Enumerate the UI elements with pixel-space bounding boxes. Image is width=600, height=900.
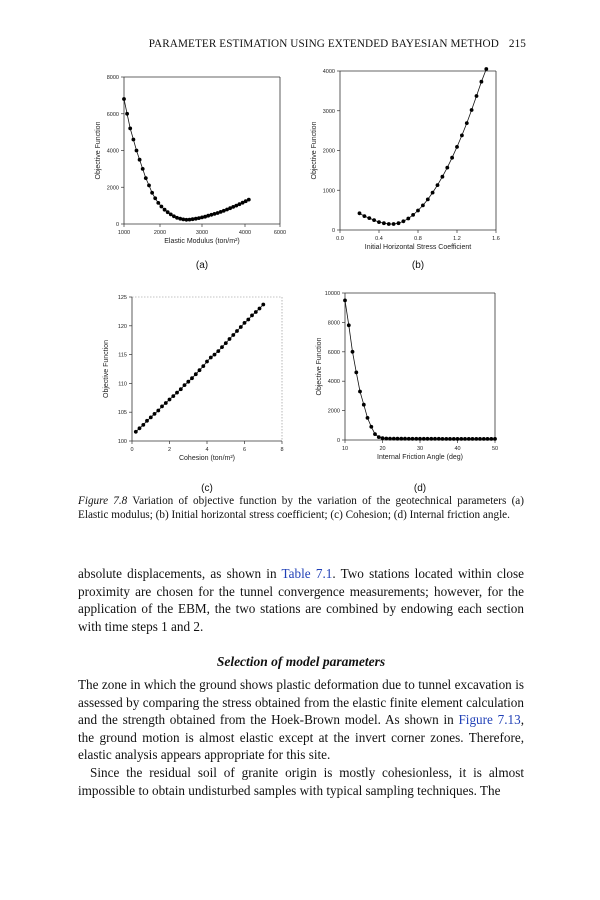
panel-b-data-point — [460, 134, 464, 138]
panel-b-data-point — [450, 156, 454, 160]
panel-c-data-point — [216, 349, 220, 353]
paragraph-1-text-b: . Two stations located within close proximity are chosen for the tunnel convergence measurements; however, for the application of the EBM, the two stations are combined by endowing each section with time steps 1 and 2. — [78, 566, 524, 634]
panel-a-data-point — [150, 191, 154, 195]
running-header-title: PARAMETER ESTIMATION USING EXTENDED BAYESIAN METHOD — [148, 38, 499, 50]
panel-a-xtick-label: 2000 — [153, 230, 167, 236]
panel-d-data-point — [493, 437, 497, 441]
panel-b-data-point — [406, 217, 410, 221]
panel-b-data-point — [475, 94, 479, 98]
panel-a-data-point — [147, 184, 151, 188]
panel-a-data-point — [160, 205, 164, 209]
panel-c-data-point — [198, 368, 202, 372]
panel-b-xtick-label: 1.2 — [453, 236, 461, 242]
panel-c-data-point — [149, 416, 153, 420]
panel-c-data-point — [145, 419, 149, 423]
panel-d-ytick-label: 0 — [336, 438, 340, 444]
panel-d-data-point — [471, 437, 475, 441]
panel-d-data-point — [448, 437, 452, 441]
table-7-1-link[interactable]: Table 7.1 — [281, 566, 333, 581]
paragraph-2 — [78, 676, 524, 764]
panel-b-xtick-label: 0.0 — [336, 236, 344, 242]
panel-d-xtick-label: 40 — [454, 446, 461, 452]
panel-d-xlabel: Internal Friction Angle (deg) — [377, 454, 463, 461]
panel-d-data-point — [467, 437, 471, 441]
panel-c-data-point — [231, 333, 235, 337]
panel-d-data-point — [407, 437, 411, 441]
paragraph-2-text-a: The zone in which the ground shows plastic deformation due to tunnel excavation is assessed by comparing the stress obtained from the elastic finite element calculation and the strength obtained from the Hoek-Brown model. As shown in — [78, 677, 524, 728]
figure-7-13-link[interactable]: Figure 7.13 — [458, 712, 521, 728]
panel-d-data-point — [452, 437, 456, 441]
panel-a-data-point — [141, 167, 145, 171]
panel-b-data-point — [402, 219, 406, 223]
panel-c-xtick-label: 4 — [205, 447, 209, 453]
panel-a-ytick-label: 8000 — [106, 75, 119, 81]
panel-d-ytick-label: 10000 — [324, 291, 340, 297]
panel-b-ytick-label: 3000 — [322, 108, 335, 115]
panel-b-ytick-label: 1000 — [322, 188, 335, 195]
panel-c-ytick-label: 115 — [118, 352, 127, 359]
panel-b-xtick-label: 0.4 — [375, 236, 383, 242]
panel-d-label: (d) — [413, 483, 427, 494]
panel-a-ytick-label: 2000 — [106, 185, 119, 192]
panel-b-xtick-label: 1.6 — [492, 236, 500, 242]
panel-a-xtick-label: 4000 — [238, 230, 252, 236]
panel-a-data-point — [175, 216, 179, 220]
panel-b-data-point — [392, 222, 396, 226]
panel-c-data-point — [258, 307, 262, 311]
panel-d-data-point — [351, 350, 355, 354]
panel-a-ytick-label: 6000 — [106, 111, 119, 118]
paragraph-3: Since the residual soil of granite origin is mostly cohesionless, it is almost impossible to obtain undisturbed samples with typical sampling techniques. The — [78, 765, 524, 798]
panel-c-ytick-label: 110 — [118, 381, 127, 388]
panel-a-data-point — [128, 126, 132, 130]
panel-a-data-point — [206, 214, 210, 218]
panel-a-label: (a) — [195, 260, 209, 271]
panel-d-data-point — [444, 437, 448, 441]
panel-a-data-point — [247, 198, 251, 202]
panel-c-data-point — [246, 318, 250, 322]
panel-c-data-point — [205, 360, 209, 364]
panel-c-data-point — [228, 337, 232, 341]
panel-d-data-point — [399, 437, 403, 441]
panel-d-xtick-label: 10 — [341, 446, 349, 452]
panel-b-data-point — [441, 175, 445, 179]
panel-b-data-point — [358, 211, 362, 215]
panel-b-data-point — [455, 145, 459, 149]
panel-b-data-point — [367, 216, 371, 220]
panel-d-data-point — [459, 437, 463, 441]
panel-b-data-point — [377, 220, 381, 224]
panel-a-data-point — [132, 138, 136, 142]
panel-d-ytick-label: 6000 — [327, 349, 340, 356]
panel-c-data-point — [134, 430, 138, 434]
panel-d-data-point — [369, 425, 373, 429]
panel-c-data-point — [156, 409, 160, 413]
panel-d-data-point — [418, 437, 422, 441]
panel-c-data-point — [153, 412, 157, 416]
panel-d-data-point — [426, 437, 430, 441]
figure-caption-text: Variation of objective function by the variation of the geotechnical parameters (a) Elastic modulus; (b) Initial horizontal stress coefficient; (c) Cohesion; (d) Internal friction angle. — [78, 495, 524, 521]
panel-a-xlabel: Elastic Modulus (ton/m²) — [164, 238, 240, 245]
panel-c-data-point — [164, 401, 168, 405]
panel-a-data-point — [163, 208, 167, 212]
panel-d-data-point — [486, 437, 490, 441]
panel-c-xtick-label: 2 — [167, 447, 172, 453]
panel-d-data-point — [474, 437, 478, 441]
panel-d-ytick-label: 2000 — [327, 408, 340, 415]
panel-c-data-point — [224, 341, 228, 345]
panel-d-data-point — [358, 390, 362, 394]
panel-a-ytick-label: 4000 — [106, 148, 119, 155]
panel-c-data-point — [168, 398, 172, 402]
panel-d-data-point — [354, 371, 358, 375]
paragraph-1-text-a: absolute displacements, as shown in — [78, 566, 282, 581]
panel-c-data-point — [235, 329, 239, 333]
panel-d-data-point — [489, 437, 493, 441]
panel-b-data-point — [363, 214, 367, 218]
panel-c-data-point — [209, 356, 213, 360]
panel-c-data-point — [194, 372, 198, 376]
panel-b-label: (b) — [411, 260, 425, 271]
panel-c-data-point — [186, 380, 190, 384]
panel-c-xtick-label: 6 — [242, 447, 247, 453]
panel-c-data-point — [220, 345, 224, 349]
panel-d-data-point — [392, 437, 396, 441]
panel-b-data-point — [426, 198, 430, 202]
panel-a-xtick-label: 6000 — [273, 230, 287, 236]
paragraph-2-text-b: , the ground motion is almost elastic except at the invert corner zones. Therefore, elastic analysis appears appropriate for this site. — [78, 712, 524, 763]
panel-b-ytick-label: 0 — [331, 228, 335, 234]
panel-d-data-point — [433, 437, 437, 441]
panel-d-data-point — [414, 437, 418, 441]
panel-c-data-point — [250, 314, 254, 318]
panel-c-data-point — [261, 303, 265, 307]
panel-c-data-point — [190, 376, 194, 380]
panel-a-data-point — [122, 97, 126, 101]
panel-a-data-point — [156, 201, 160, 205]
panel-a-xtick-label: 1000 — [117, 230, 131, 236]
panel-c-ytick-label: 100 — [117, 439, 127, 445]
panel-b-data-point — [416, 209, 420, 213]
panel-d-data-point — [478, 437, 482, 441]
panel-d-data-point — [456, 437, 460, 441]
panel-d-xtick-label: 30 — [416, 446, 424, 452]
panel-b-data-point — [397, 221, 401, 225]
panel-d-data-point — [403, 437, 407, 441]
panel-d-data-point — [377, 435, 381, 439]
figure-caption-label: Figure 7.8 — [78, 495, 128, 507]
panel-d-data-point — [463, 437, 467, 441]
panel-d-data-point — [347, 323, 351, 327]
panel-d-data-point — [384, 437, 388, 441]
panel-c-data-point — [171, 394, 175, 398]
panel-b-data-point — [431, 191, 435, 195]
panel-b-data-point — [387, 222, 391, 226]
panel-a-data-point — [153, 196, 157, 200]
panel-b-data-point — [436, 183, 440, 187]
panel-c-data-point — [138, 426, 142, 430]
panel-a-data-point — [191, 217, 195, 221]
panel-d-data-point — [482, 437, 486, 441]
panel-d-data-point — [441, 437, 445, 441]
panel-b-xlabel: Initial Horizontal Stress Coefficient — [364, 244, 472, 251]
panel-a-data-point — [166, 210, 170, 214]
panel-d-xtick-label: 20 — [379, 446, 386, 452]
panel-d-data-point — [362, 403, 366, 407]
panel-a-data-point — [135, 149, 139, 153]
panel-c-data-point — [213, 353, 217, 357]
panel-b-curve — [360, 69, 487, 224]
panel-d-data-point — [373, 432, 377, 436]
panel-c-ylabel: Objective Function — [103, 340, 110, 398]
panel-b-data-point — [480, 80, 484, 84]
paragraph-1 — [78, 565, 524, 635]
panel-b-data-point — [445, 166, 449, 170]
panel-c-ytick-label: 105 — [117, 410, 127, 417]
panel-c-data-point — [179, 387, 183, 391]
panel-c-data-point — [141, 423, 145, 427]
panel-a-curve — [124, 99, 249, 220]
panel-b-ylabel: Objective Function — [311, 121, 318, 180]
panel-c-xlabel: Cohesion (ton/m²) — [178, 455, 236, 462]
panel-c-data-point — [183, 383, 187, 387]
panel-c-data-point — [201, 364, 205, 368]
panel-a-ylabel: Objective Function — [95, 121, 102, 180]
panel-a-data-point — [144, 176, 148, 180]
panel-c-ytick-label: 120 — [117, 323, 127, 330]
panel-c-data-point — [160, 405, 164, 409]
panel-c-data-point — [175, 391, 179, 395]
page-number: 215 — [508, 38, 526, 50]
panel-a-data-point — [125, 112, 129, 116]
figure-caption — [78, 494, 524, 522]
panel-c-ytick-label: 125 — [117, 295, 127, 301]
panel-b-data-point — [470, 108, 474, 112]
panel-a-data-point — [138, 158, 142, 162]
panel-a-ytick-label: 0 — [115, 222, 119, 228]
panel-d-data-point — [366, 416, 370, 420]
panel-d-data-point — [343, 299, 347, 303]
panel-b-data-point — [484, 67, 488, 71]
panel-b-data-point — [421, 204, 425, 208]
panel-d-data-point — [437, 437, 441, 441]
panel-b-data-point — [465, 121, 469, 125]
section-heading: Selection of model parameters — [216, 654, 386, 669]
panel-b-ytick-label: 2000 — [322, 148, 335, 155]
panel-d-data-point — [422, 437, 426, 441]
panel-d-data-point — [381, 436, 385, 440]
panel-b-data-point — [382, 221, 386, 225]
panel-b-xtick-label: 0.8 — [414, 236, 422, 242]
panel-d-ytick-label: 4000 — [327, 379, 340, 386]
panel-d-ylabel: Objective Function — [316, 337, 323, 396]
panel-d-data-point — [411, 437, 415, 441]
panel-c-data-point — [239, 325, 243, 329]
panel-b-ytick-label: 4000 — [322, 69, 335, 75]
panel-d-data-point — [388, 437, 392, 441]
panel-d-data-point — [396, 437, 400, 441]
panel-c-xtick-label: 8 — [280, 447, 284, 453]
panel-d-ytick-label: 8000 — [327, 320, 340, 327]
panel-c-label: (c) — [201, 483, 213, 494]
panel-a-xtick-label: 3000 — [195, 230, 209, 236]
panel-b-data-point — [411, 213, 415, 217]
panel-c-data-point — [243, 321, 247, 325]
panel-d-xtick-label: 50 — [491, 446, 499, 452]
panel-c-data-point — [254, 310, 258, 314]
panel-c-xtick-label: 0 — [130, 447, 134, 453]
panel-b-data-point — [372, 218, 376, 222]
panel-d-data-point — [429, 437, 433, 441]
